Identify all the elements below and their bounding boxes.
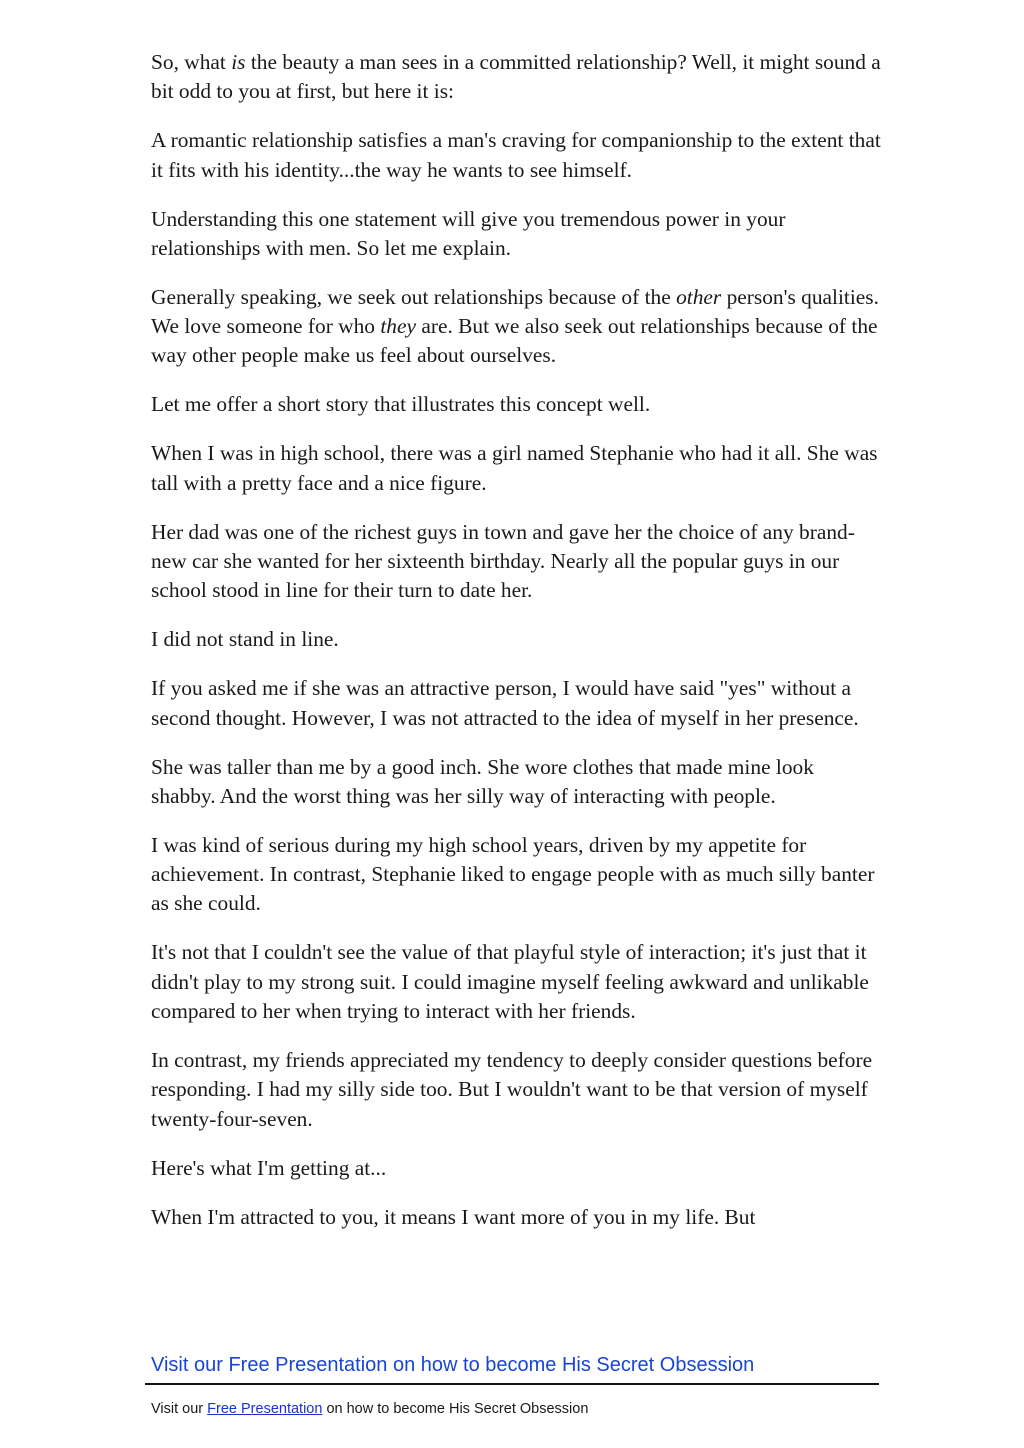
paragraph-text: the beauty a man sees in a committed relationship? Well, it might sound a bit odd to you at first, but here it is: bbox=[151, 50, 881, 104]
paragraph: In contrast, my friends appreciated my tendency to deeply consider questions before responding. I had my silly side too. But I wouldn't want to be that version of myself twenty-four-seven. bbox=[151, 1047, 873, 1131]
paragraph: I did not stand in line. bbox=[151, 627, 339, 652]
paragraph: I was kind of serious during my high school years, driven by my appetite for achievement. In contrast, Stephanie liked to engage people with as much silly banter as she could. bbox=[151, 832, 875, 916]
document-body bbox=[151, 48, 881, 1236]
paragraph-text: person's qualities. We love someone for who bbox=[151, 284, 879, 339]
paragraph: She was taller than me by a good inch. She wore clothes that made mine look shabby. And the worst thing was her silly way of interacting with people. bbox=[151, 754, 814, 808]
paragraph-text: are. But we also seek out relationships because of the way other people make us feel about ourselves. bbox=[151, 314, 878, 368]
footer-prefix: Visit our bbox=[151, 1401, 208, 1417]
paragraph-text: Generally speaking, we seek out relationships because of the bbox=[151, 284, 677, 309]
free-presentation-promo-link[interactable]: Visit our Free Presentation on how to become His Secret Obsession bbox=[151, 1354, 755, 1376]
paragraph: Her dad was one of the richest guys in town and gave her the choice of any brand-new car she wanted for her sixteenth birthday. Nearly all the popular guys in our school stood in line for their turn to date her. bbox=[151, 519, 855, 603]
paragraph: Understanding this one statement will give you tremendous power in your relationships with men. So let me explain. bbox=[151, 206, 786, 260]
paragraph: It's not that I couldn't see the value of that playful style of interaction; it's just that it didn't play to my strong suit. I could imagine myself feeling awkward and unlikable compared to her when trying to interact with her friends. bbox=[151, 940, 869, 1023]
emphasis-text: other bbox=[676, 284, 722, 309]
paragraph: When I was in high school, there was a girl named Stephanie who had it all. She was tall with a pretty face and a nice figure. bbox=[151, 441, 878, 495]
page-footer bbox=[151, 1399, 588, 1419]
paragraph: Let me offer a short story that illustrates this concept well. bbox=[151, 392, 651, 417]
paragraph: When I'm attracted to you, it means I want more of you in my life. But bbox=[151, 1204, 756, 1229]
paragraph: If you asked me if she was an attractive person, I would have said "yes" without a second thought. However, I was not attracted to the idea of myself in her presence. bbox=[151, 676, 859, 730]
paragraph: Here's what I'm getting at... bbox=[151, 1155, 387, 1180]
emphasis-text: is bbox=[231, 50, 246, 74]
footer-free-presentation-link[interactable]: Free Presentation bbox=[207, 1401, 323, 1417]
paragraph-text: So, what bbox=[151, 50, 232, 74]
emphasis-text: they bbox=[380, 314, 416, 339]
footer-divider bbox=[145, 1383, 879, 1385]
paragraph bbox=[151, 283, 881, 371]
footer-suffix: on how to become His Secret Obsession bbox=[322, 1401, 589, 1417]
paragraph bbox=[151, 48, 881, 107]
paragraph: A romantic relationship satisfies a man's craving for companionship to the extent that it fits with his identity...the way he wants to see himself. bbox=[151, 128, 881, 182]
